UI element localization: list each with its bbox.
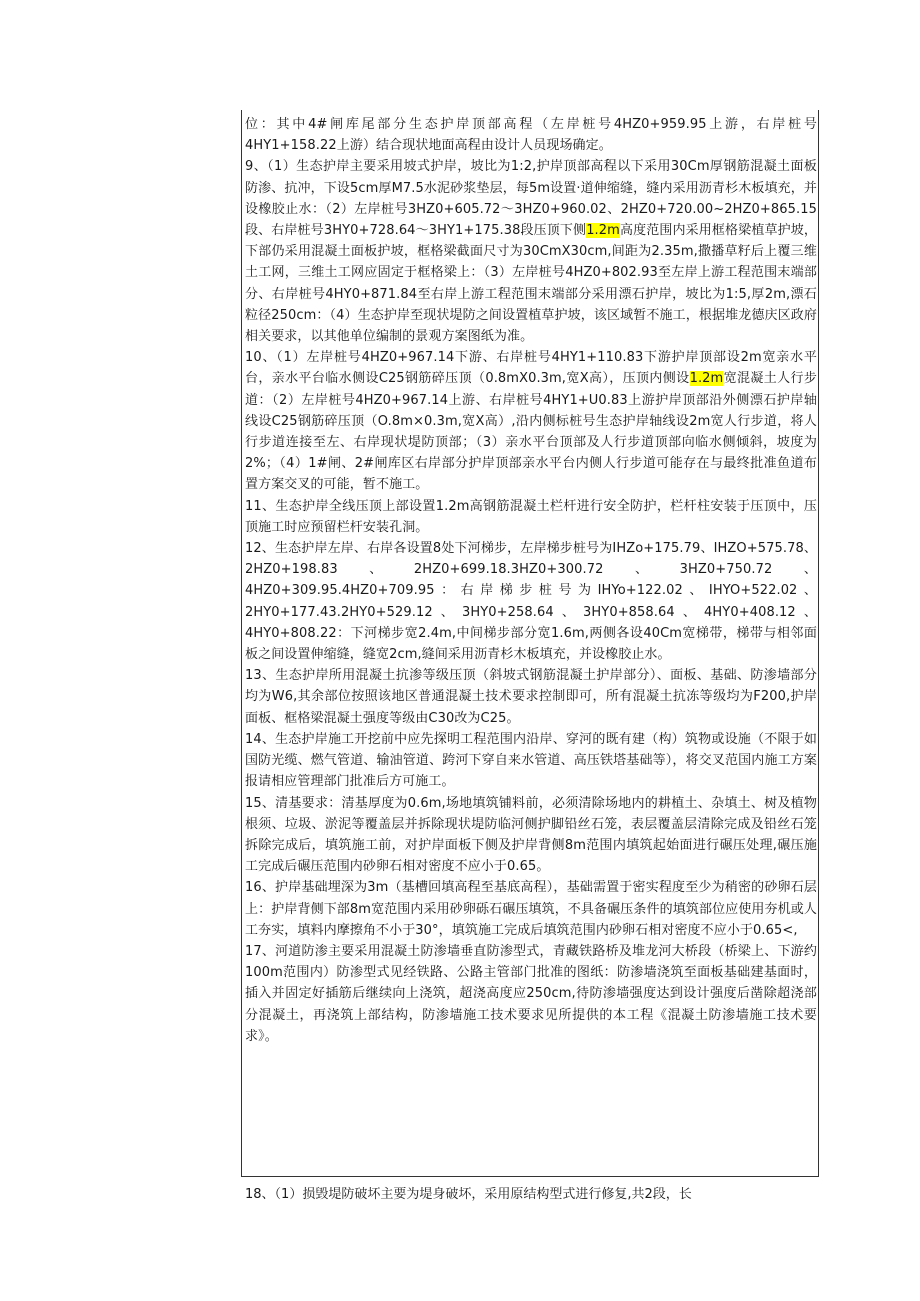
notes-body [245,114,817,1047]
note-paragraph: 12、生态护岸左岸、右岸各设置8处下河梯步，左岸梯步桩号为IHZo+175.79、IHZO+575.78、2HZ0+198.83、2HZ0+699.18.3HZ0+300.72、3HZ0+750.72、4HZ0+309.95.4HZ0+709.95：右岸梯步桩号为IHYo+122.02、IHYO+522.02、2HY0+177.43.2HY0+529.12、3HY0+258.64、3HY0+858.64、4HY0+408.12、4HY0+808.22：下河梯步宽2.4m,中间梯步部分宽1.6m,两侧各设40Cm宽梯带，梯带与相邻面板之间设置伸缩缝，缝宽2cm,缝间采用沥青杉木板填充，并设橡胶止水。 [245,541,817,663]
highlighted-text: 1.2m [586,223,620,239]
note-paragraph: 16、护岸基础埋深为3m（基槽回填高程至基底高程），基础需置于密实程度至少为稍密的砂卵石层上：护岸背侧下部8m宽范围内采用砂卵砾石碾压填筑，不具备碾压条件的填筑部位应使用夯机或人工夯实，填料内摩擦角不小于30°，填筑施工完成后填筑范围内砂卵石相对密度不应小于0.65<, [245,880,817,938]
note-paragraph: 15、清基要求：清基厚度为0.6m,场地填筑铺料前，必须清除场地内的耕植土、杂填土、树及植物根须、垃圾、淤泥等覆盖层并拆除现状堤防临河侧护脚铅丝石笼，表层覆盖层清除完成及铅丝石笼拆除完成后，填筑施工前，对护岸面板下侧及护岸背侧8m范围内填筑起始面进行碾压处理,碾压施工完成后碾压范围内砂卵石相对密度不应小于0.65。 [245,795,817,875]
note-text: 高度范围内采用框格梁植草护坡，下部仍采用混凝土面板护坡，框格梁截面尺寸为30CmX30cm,间距为2.35m,撒播草籽后上覆三维土工网，三维土工网应固定于框格梁上：（3）左岸桩号4HZ0+802.93至左岸上游工程范围末端部分、右岸桩号4HY0+871.84至右岸上游工程范围末端部分采用漂石护岸，坡比为1:5,厚2m,漂石粒径250cm：（4）生态护岸至现状堤防之间设置植草护坡，该区域暂不施工，根据堆龙德庆区政府相关要求，以其他单位编制的景观方案图纸为准。 [245,223,817,345]
note-text: 9、（1）生态护岸主要采用坡式护岸，坡比为1:2,护岸顶部高程以下采用30Cm厚钢筋混凝土面板防渗、抗冲，下设5cm厚M7.5水泥砂浆垫层，每5m设置·道伸缩缝，缝内采用沥青杉木板填充，并设橡胶止水：（2）左岸桩号3HZ0+605.72～3HZ0+960.02、2HZ0+720.00~2HZ0+865.15段、右岸桩号3HY0+728.64～3HY1+175.38段压顶下侧 [245,159,817,239]
note-paragraph: 17、河道防渗主要采用混凝土防渗墙垂直防渗型式，青藏铁路桥及堆龙河大桥段（桥梁上、下游约100m范围内）防渗型式见经铁路、公路主管部门批准的图纸：防渗墙浇筑至面板基础建基面时，插入并固定好插筋后继续向上浇筑，超浇高度应250cm,待防渗墙强度达到设计强度后凿除超浇部分混凝土，再浇筑上部结构，防渗墙施工技术要求见所提供的本工程《混凝土防渗墙施工技术要求》。 [245,943,817,1044]
note-text: 10、（1）左岸桩号4HZ0+967.14下游、右岸桩号4HY1+110.83下游护岸顶部设2m宽亲水平台，亲水平台临水侧设C25钢筋碎压顶（0.8mX0.3m,宽X高），压顶内侧设 [245,350,817,387]
note-paragraph: 11、生态护岸全线压顶上部设置1.2m高钢筋混凝土栏杆进行安全防护，栏杆柱安装于压顶中，压顶施工时应预留栏杆安装孔洞。 [245,498,817,535]
note-paragraph [245,156,817,347]
note-paragraph [245,347,817,495]
trailing-paragraph: 18、（1）损毁堤防破坏主要为堤身破坏，采用原结构型式进行修复,共2段，长 [245,1187,692,1202]
note-paragraph: 13、生态护岸所用混凝土抗渗等级压顶（斜坡式钢筋混凝土护岸部分）、面板、基础、防渗墙部分均为W6,其余部位按照该地区普通混凝土技术要求控制即可，所有混凝土抗冻等级均为F200,护岸面板、框格梁混凝土强度等级由C30改为C25。 [245,668,817,726]
highlighted-text: 1.2m [689,371,724,387]
note-paragraph: 14、生态护岸施工开挖前中应先探明工程范围内沿岸、穿河的既有建（构）筑物或设施（不限于如国防光缆、燃气管道、输油管道、跨河下穿自来水管道、高压铁塔基础等），将交叉范国内施工方案报请相应管理部门批准后方可施工。 [245,731,817,790]
note-paragraph: 位：其中4#闸库尾部分生态护岸顶部高程（左岸桩号4HZ0+959.95上游，右岸桩号4HY1+158.22上游）结合现状地面高程由设计人员现场确定。 [245,117,817,154]
note-text: 宽混凝土人行步道：（2）左岸桩号4HZ0+967.14上游、右岸桩号4HY1+U0.83上游护岸顶部沿外侧漂石护岸轴线设C25钢筋碎压顶（O.8m×0.3m,宽X高）,沿内侧标桩号生态护岸轴线设2m宽人行步道，将人行步道连接至左、右岸现状堤防顶部；（3）亲水平台顶部及人行步道顶部向临水侧倾斜，坡度为2%；（4）1#闸、2#闸库区右岸部分护岸顶部亲水平台内侧人行步道可能存在与最终批准鱼道布置方案交叉的可能，暂不施工。 [245,371,818,493]
